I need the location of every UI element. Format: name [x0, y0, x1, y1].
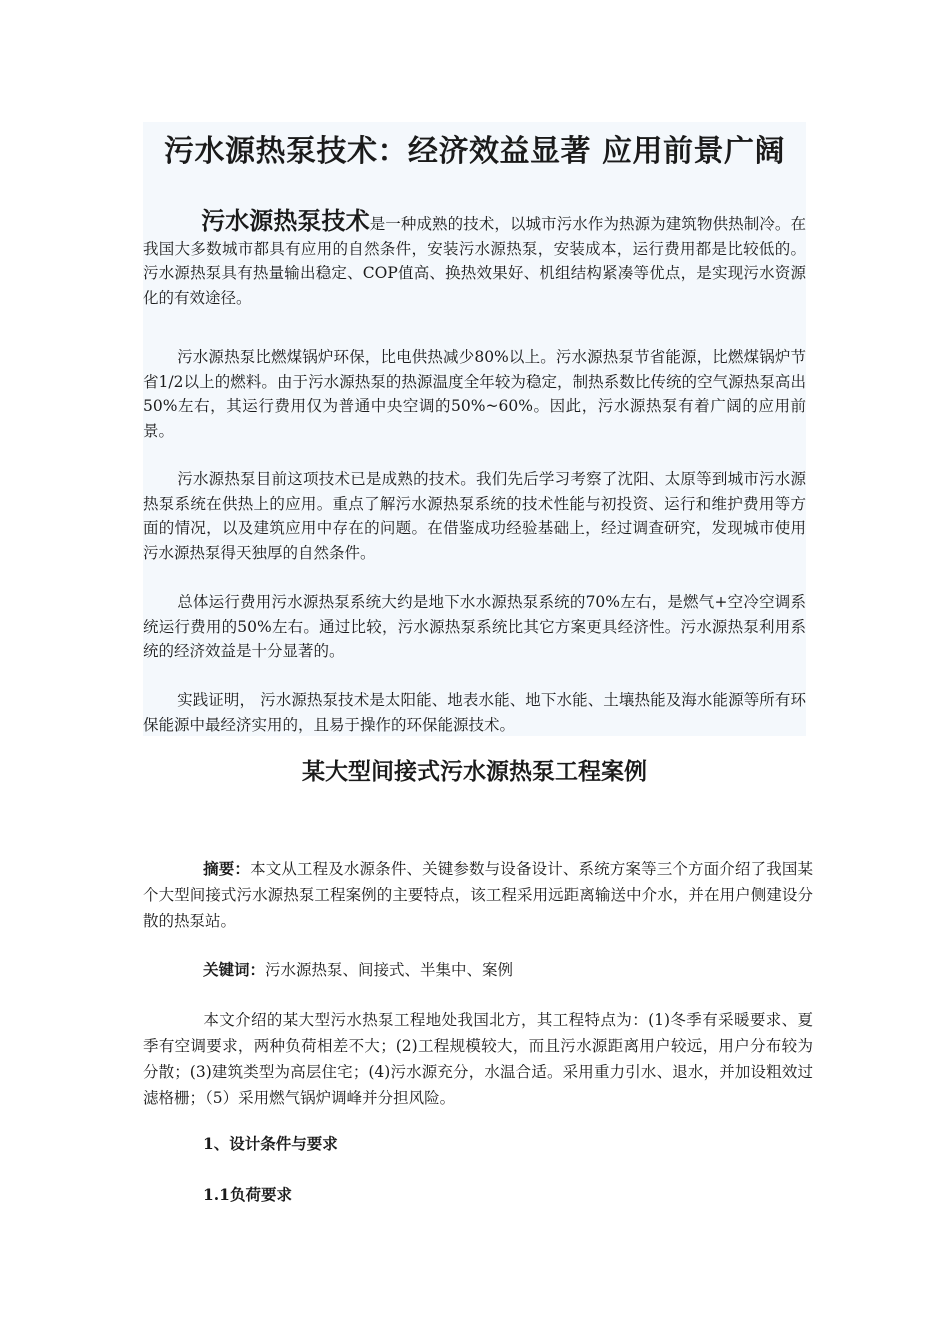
article-title: 污水源热泵技术：经济效益显著 应用前景广阔 — [164, 134, 785, 169]
paragraph-environmental: 污水源热泵比燃煤锅炉环保，比电供热减少80%以上。污水源热泵节省能源，比燃煤锅炉节省1/2以上的燃料。由于污水源热泵的热源温度全年较为稳定，制热系数比传统的空气源热泵高出50%左右，其运行费用仅为普通中央空调的50%~60%。因此，污水源热泵有着广阔的应用前景。 — [143, 348, 806, 440]
abstract-label: 摘要： — [203, 859, 251, 878]
intro-paragraph — [143, 206, 806, 310]
keywords-text: 污水源热泵、间接式、半集中、案例 — [265, 961, 514, 979]
case-study-title: 某大型间接式污水源热泵工程案例 — [302, 758, 647, 785]
abstract-paragraph — [143, 856, 813, 934]
abstract-text: 本文从工程及水源条件、关键参数与设备设计、系统方案等三个方面介绍了我国某个大型间接式污水源热泵工程案例的主要特点，该工程采用远距离输送中介水，并在用户侧建设分散的热泵站。 — [143, 860, 813, 930]
case-body-paragraph: 本文介绍的某大型污水热泵工程地处我国北方，其工程特点为：(1)冬季有采暖要求、夏季有空调要求，两种负荷相差不大；(2)工程规模较大，而且污水源距离用户较远，用户分布较为分散；(3)建筑类型为高层住宅；(4)污水源充分，水温合适。采用重力引水、退水，并加设粗效过滤格栅；（5）采用燃气锅炉调峰并分担风险。 — [143, 1011, 813, 1107]
lead-term: 污水源热泵技术 — [201, 206, 370, 235]
paragraph-technology-status: 污水源热泵目前这项技术已是成熟的技术。我们先后学习考察了沈阳、太原等到城市污水源热泵系统在供热上的应用。重点了解污水源热泵系统的技术性能与初投资、运行和维护费用等方面的情况，以及建筑应用中存在的问题。在借鉴成功经验基础上，经过调查研究，发现城市使用污水源热泵得天独厚的自然条件。 — [143, 470, 806, 562]
intro-text: 是一种成熟的技术，以城市污水作为热源为建筑物供热制冷。在我国大多数城市都具有应用的自然条件，安装污水源热泵，安装成本，运行费用都是比较低的。污水源热泵具有热量输出稳定、COP值高、换热效果好、机组结构紧凑等优点，是实现污水资源化的有效途径。 — [143, 215, 806, 307]
paragraph-conclusion: 实践证明， 污水源热泵技术是太阳能、地表水能、地下水能、土壤热能及海水能源等所有环保能源中最经济实用的，且易于操作的环保能源技术。 — [143, 691, 806, 734]
heading-load-requirements: 1.1负荷要求 — [203, 1185, 292, 1204]
heading-design-conditions: 1、设计条件与要求 — [203, 1134, 338, 1153]
keywords-label: 关键词： — [203, 960, 266, 979]
keywords-paragraph — [143, 957, 813, 983]
paragraph-operating-cost: 总体运行费用污水源热泵系统大约是地下水水源热泵系统的70%左右，是燃气+空冷空调系统运行费用的50%左右。通过比较，污水源热泵系统比其它方案更具经济性。污水源热泵利用系统的经济效益是十分显著的。 — [143, 593, 806, 660]
